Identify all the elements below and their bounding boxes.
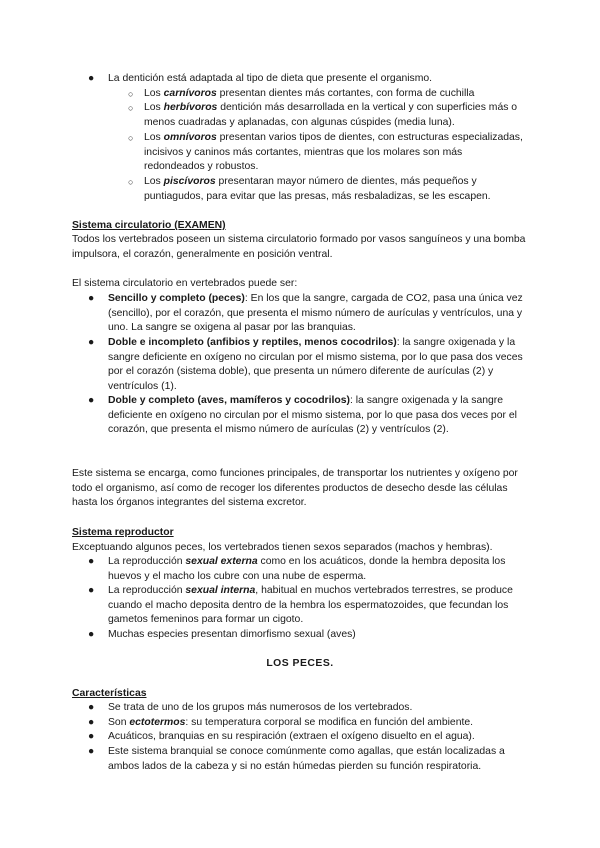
reproductive-heading: Sistema reproductor [72, 527, 174, 538]
bullet: ● [88, 717, 95, 728]
teeth-intro: La dentición está adaptada al tipo de dieta que presente el organismo. [108, 73, 433, 84]
bullet: ● [88, 556, 95, 567]
sub-bullet: ○ [128, 133, 134, 143]
circulatory-intro: Todos los vertebrados poseen un sistema circulatorio formado por vasos sanguíneos y una bomba impulsora, el corazón, generalmente en posición ventral. [72, 234, 526, 260]
sub-bullet: ○ [128, 103, 134, 113]
bullet: ● [88, 73, 95, 84]
reproductive-item-dimorphism: Muchas especies presentan dimorfismo sexual (aves) [108, 629, 356, 640]
bullet: ● [88, 702, 95, 713]
fish-item-gills: Este sistema branquial se conoce comúnmente como agallas, que están localizadas a ambos lados de la cabeza y si no están húmedas pierden su función respiratoria. [108, 746, 505, 772]
fish-item-numerous: Se trata de uno de los grupos más numerosos de los vertebrados. [108, 702, 413, 713]
teeth-item-omnivoros: Los omnívoros presentan varios tipos de dientes, con estructuras especializadas, incisivos y caninos más cortantes, mientras que los molares son más redondeados y robustos. [144, 132, 523, 173]
reproductive-item-internal: La reproducción sexual interna, habitual en muchos vertebrados terrestres, se produce cuando el macho deposita dentro de la hembra los espermatozoides, que fecundan los gametos femeninos para formar un cigoto. [108, 585, 513, 626]
reproductive-intro: Exceptuando algunos peces, los vertebrados tienen sexos separados (machos y hembras). [72, 542, 493, 553]
bullet: ● [88, 629, 95, 640]
circulatory-item-simple: Sencillo y completo (peces): En los que la sangre, cargada de CO2, pasa una única vez (sencillo), por el corazón, que presenta el mismo número de aurículas y ventrículos, una y uno. La sangre se oxigena al pasar por las branquias. [108, 293, 523, 334]
bullet: ● [88, 585, 95, 596]
teeth-item-carnivoros: Los carnívoros presentan dientes más cortantes, con forma de cuchilla [144, 88, 475, 99]
fish-item-aquatic: Acuáticos, branquias en su respiración (extraen el oxígeno disuelto en el agua). [108, 731, 475, 742]
circulatory-item-double-incomplete: Doble e incompleto (anfibios y reptiles, menos cocodrilos): la sangre oxigenada y la sangre deficiente en oxígeno no circulan por el mismo sistema, por lo que pasa dos veces por el corazón (sistema doble), que presenta un número diferente de aurículas (2) y ventrículos (1). [108, 337, 523, 392]
circulatory-heading: Sistema circulatorio (EXAMEN) [72, 220, 226, 231]
bullet: ● [88, 746, 95, 757]
circulatory-closing: Este sistema se encarga, como funciones principales, de transportar los nutrientes y oxígeno por todo el organismo, así como de recoger los diferentes productos de desecho desde las células hasta los órganos integrantes del sistema excretor. [72, 468, 518, 509]
teeth-item-herbivoros: Los herbívoros dentición más desarrollada en la vertical y con superficies más o menos cuadradas y aplanadas, con algunas cúspides (media luna). [144, 102, 518, 128]
sub-bullet: ○ [128, 177, 134, 187]
sub-bullet: ○ [128, 89, 134, 99]
teeth-item-piscivoros: Los piscívoros presentaran mayor número de dientes, más pequeños y puntiagudos, para evitar que las presas, más resbaladizas, se les escapen. [144, 176, 491, 202]
fish-heading: Características [72, 688, 147, 699]
circulatory-item-double-complete: Doble y completo (aves, mamíferos y cocodrilos): la sangre oxigenada y la sangre deficiente en oxígeno no circulan por el mismo sistema, por lo que pasa dos veces por el corazón, que presenta el mismo número de aurículas (2) y ventrículos (2). [108, 395, 517, 436]
circulatory-lead: El sistema circulatorio en vertebrados puede ser: [72, 278, 298, 289]
bullet: ● [88, 731, 95, 742]
fish-title: LOS PECES. [266, 658, 334, 669]
reproductive-item-external: La reproducción sexual externa como en los acuáticos, donde la hembra deposita los huevos y el macho los cubre con una nube de esperma. [108, 556, 506, 582]
bullet: ● [88, 293, 95, 304]
bullet: ● [88, 337, 95, 348]
bullet: ● [88, 395, 95, 406]
fish-item-ectothermic: Son ectotermos: su temperatura corporal se modifica en función del ambiente. [108, 717, 474, 728]
